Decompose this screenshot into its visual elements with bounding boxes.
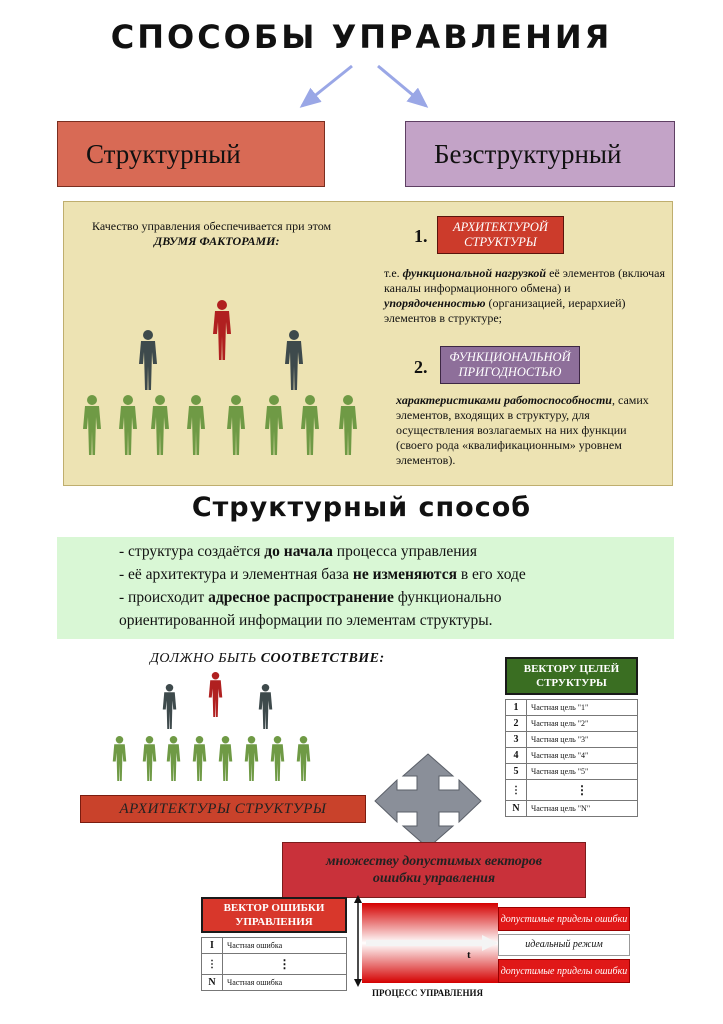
time-label: t bbox=[467, 949, 471, 961]
goals-rows bbox=[505, 699, 638, 817]
text-emphasis: характеристиками работоспособности bbox=[396, 393, 612, 407]
leader-figure bbox=[213, 300, 231, 360]
errors-box-line: множеству допустимых векторов bbox=[325, 854, 543, 869]
text-fragment: (организацией, иерархией) элементов в структуре; bbox=[384, 296, 626, 325]
factor2-number: 2. bbox=[414, 357, 428, 377]
nonstructural-box: Безструктурный bbox=[405, 121, 675, 187]
structural-method-notes bbox=[57, 537, 674, 639]
worker-figure bbox=[227, 395, 245, 455]
row-text: Частная цель "N" bbox=[527, 801, 638, 817]
bullet-line bbox=[119, 586, 669, 609]
header-line: УПРАВЛЕНИЯ bbox=[235, 916, 313, 928]
errors-box-line: ошибки управления bbox=[372, 871, 496, 886]
row-text: Частная ошибка bbox=[223, 975, 347, 991]
text-fragment: - происходит bbox=[119, 589, 209, 606]
goals-table-header bbox=[505, 657, 638, 695]
row-number: N bbox=[506, 801, 527, 817]
header-line: ВЕКТОРУ ЦЕЛЕЙ bbox=[523, 663, 620, 675]
page-title: СПОСОБЫ УПРАВЛЕНИЯ bbox=[110, 18, 613, 56]
header-line: ВЕКТОР ОШИБКИ bbox=[223, 902, 325, 914]
table-row bbox=[506, 732, 638, 748]
worker-figure bbox=[245, 736, 259, 781]
limit-bottom-box: допустимые приделы ошибки bbox=[498, 959, 630, 983]
bullet-line: ориентированной информации по элементам структуры. bbox=[119, 612, 493, 629]
worker-figure bbox=[265, 395, 283, 455]
leader-figure bbox=[209, 672, 223, 717]
text-fragment: , самих элементов, входящих в структуру, для осуществления возлагаемых на них функции (своего рода «квалификационным» уровнем элементов). bbox=[396, 393, 649, 467]
worker-figure bbox=[193, 736, 207, 781]
factor1-label bbox=[437, 216, 564, 254]
row-number: 4 bbox=[506, 748, 527, 764]
section-title: Структурный способ bbox=[191, 492, 532, 523]
header-line: СТРУКТУРЫ bbox=[536, 677, 607, 689]
people-hierarchy-icon bbox=[108, 672, 328, 794]
row-number: I bbox=[202, 938, 223, 954]
worker-figure bbox=[151, 395, 169, 455]
people-hierarchy-icon bbox=[76, 300, 376, 470]
process-graphic bbox=[352, 895, 502, 1000]
row-text: Частная цель "2" bbox=[527, 716, 638, 732]
bullet-line bbox=[119, 540, 669, 563]
factor2-label bbox=[440, 346, 580, 384]
text-fragment: - её архитектура и элементная база bbox=[119, 566, 353, 583]
goals-vector-table bbox=[505, 657, 638, 817]
process-axis-label: ПРОЦЕСС УПРАВЛЕНИЯ bbox=[372, 988, 484, 998]
text-fragment: - структура создаётся bbox=[119, 543, 265, 560]
architecture-bar: АРХИТЕКТУРЫ СТРУКТУРЫ bbox=[80, 795, 366, 823]
table-row bbox=[506, 801, 638, 817]
factor2-description bbox=[396, 393, 666, 468]
text-fragment: её элементов (включая каналы информационного обмена) и bbox=[384, 266, 665, 295]
row-text: ⋮ bbox=[223, 954, 347, 975]
factor1-label-line: СТРУКТУРЫ bbox=[464, 235, 537, 249]
row-number: 3 bbox=[506, 732, 527, 748]
intro-line: Качество управления обеспечивается при этом bbox=[92, 219, 332, 233]
worker-figure bbox=[83, 395, 101, 455]
table-row bbox=[506, 700, 638, 716]
worker-figure bbox=[339, 395, 357, 455]
table-row bbox=[202, 975, 347, 991]
correspondence-heading bbox=[150, 651, 385, 667]
row-text: Частная цель "1" bbox=[527, 700, 638, 716]
row-number: 5 bbox=[506, 764, 527, 780]
table-row bbox=[506, 716, 638, 732]
row-number: 2 bbox=[506, 716, 527, 732]
allowed-errors-box bbox=[282, 842, 586, 898]
row-number: N bbox=[202, 975, 223, 991]
structural-box: Структурный bbox=[57, 121, 325, 187]
table-row bbox=[202, 938, 347, 954]
worker-figure bbox=[113, 736, 127, 781]
row-number: ⋮ bbox=[506, 780, 527, 801]
text-emphasis: адресное распространение bbox=[208, 589, 394, 606]
error-table-header bbox=[201, 897, 347, 933]
text-emphasis: СООТВЕТСТВИЕ: bbox=[260, 651, 385, 666]
manager-figure bbox=[163, 684, 177, 729]
error-vector-table bbox=[201, 897, 347, 991]
table-row bbox=[506, 780, 638, 801]
limit-top-box: допустимые приделы ошибки bbox=[498, 907, 630, 931]
manager-figure bbox=[139, 330, 157, 390]
bullet-line bbox=[119, 563, 669, 586]
manager-figure bbox=[285, 330, 303, 390]
row-number: ⋮ bbox=[202, 954, 223, 975]
table-row bbox=[506, 748, 638, 764]
four-way-arrow-icon bbox=[373, 752, 483, 850]
text-emphasis: не изменяются bbox=[352, 566, 457, 583]
worker-figure bbox=[167, 736, 181, 781]
text-fragment: т.е. bbox=[384, 266, 403, 280]
text-emphasis: функциональной нагрузкой bbox=[402, 266, 547, 280]
manager-figure bbox=[259, 684, 273, 729]
worker-figure bbox=[187, 395, 205, 455]
table-row bbox=[506, 764, 638, 780]
table-row bbox=[202, 954, 347, 975]
worker-figure bbox=[143, 736, 157, 781]
worker-figure bbox=[271, 736, 285, 781]
text-emphasis: до начала bbox=[264, 543, 333, 560]
worker-figure bbox=[219, 736, 233, 781]
factor2-label-line: ФУНКЦИОНАЛЬНОЙ bbox=[449, 350, 571, 364]
row-text: Частная цель "4" bbox=[527, 748, 638, 764]
text-fragment: в его ходе bbox=[456, 566, 526, 583]
branch-arrows-icon bbox=[280, 62, 450, 118]
worker-figure bbox=[301, 395, 319, 455]
factor2-label-line: ПРИГОДНОСТЬЮ bbox=[458, 365, 562, 379]
text-emphasis: упорядоченностью bbox=[384, 296, 486, 310]
row-text: ⋮ bbox=[527, 780, 638, 801]
row-text: Частная ошибка bbox=[223, 938, 347, 954]
factor1-description bbox=[384, 266, 666, 326]
text-fragment: ДОЛЖНО БЫТЬ bbox=[150, 651, 261, 666]
worker-figure bbox=[119, 395, 137, 455]
ideal-mode-box: идеальный режим bbox=[498, 934, 630, 956]
intro-emphasis: ДВУМЯ ФАКТОРАМИ: bbox=[154, 234, 280, 248]
factor1-number: 1. bbox=[414, 226, 428, 246]
error-rows bbox=[201, 937, 347, 991]
text-fragment: процесса управления bbox=[332, 543, 477, 560]
row-text: Частная цель "5" bbox=[527, 764, 638, 780]
row-text: Частная цель "3" bbox=[527, 732, 638, 748]
worker-figure bbox=[297, 736, 311, 781]
factor1-label-line: АРХИТЕКТУРОЙ bbox=[453, 220, 548, 234]
row-number: 1 bbox=[506, 700, 527, 716]
intro-text bbox=[92, 219, 392, 249]
text-fragment: функционально bbox=[393, 589, 502, 606]
